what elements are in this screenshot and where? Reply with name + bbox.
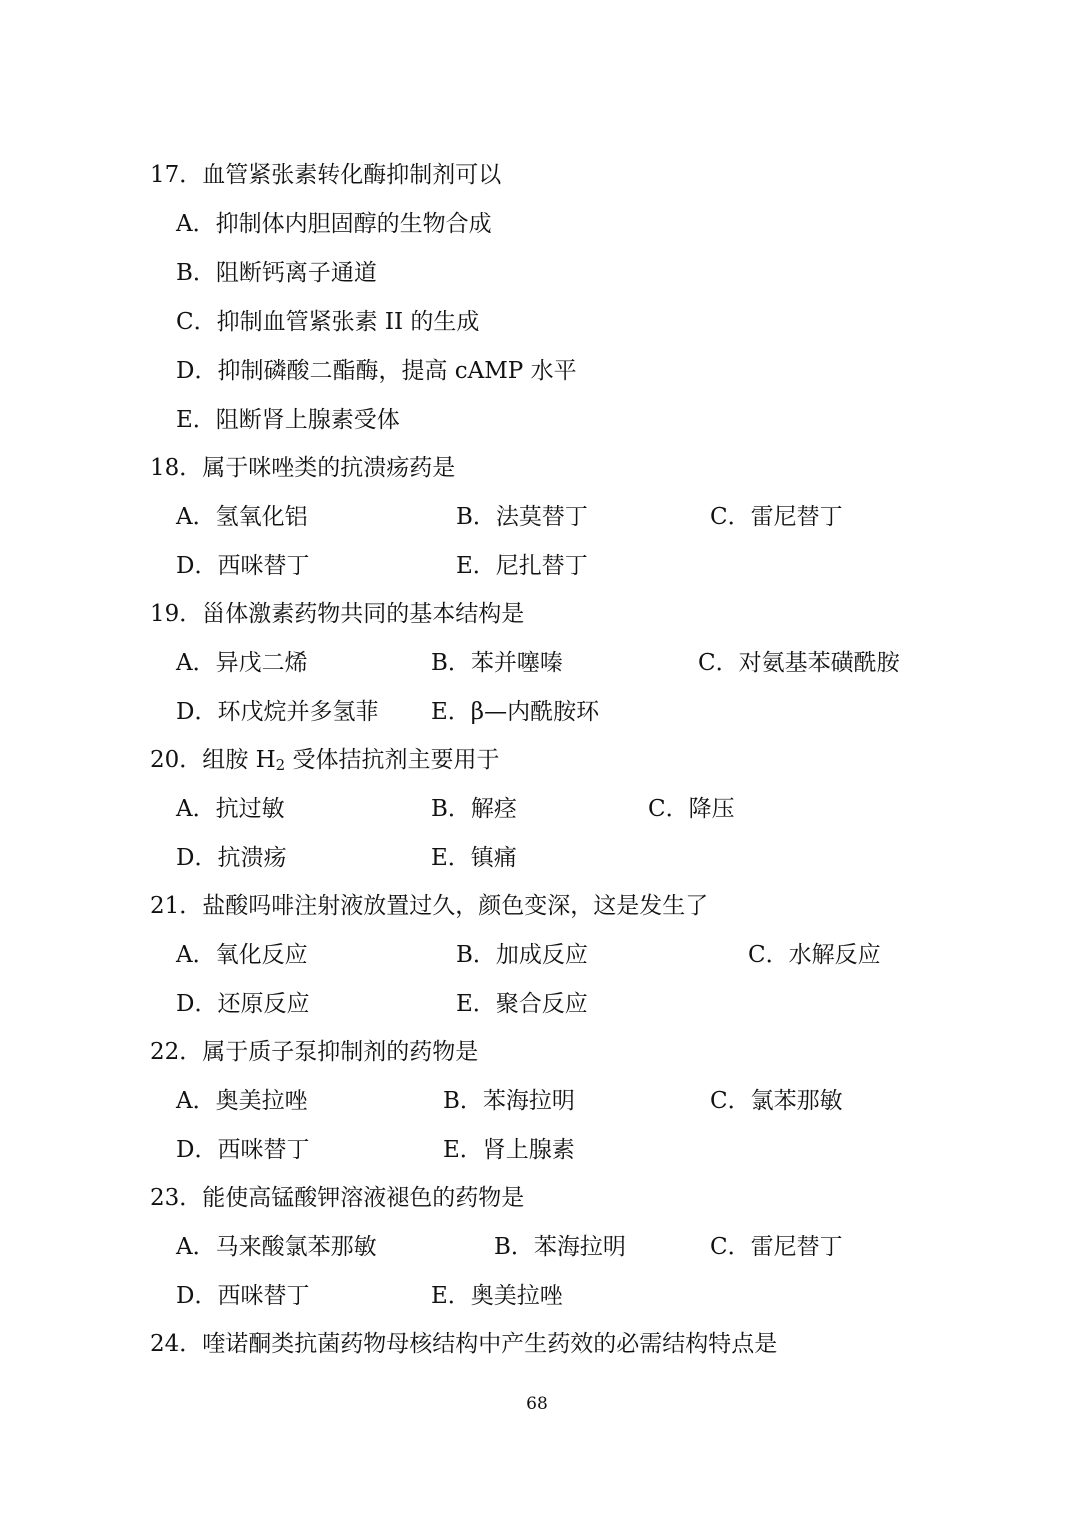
question-20-option-d: D．抗溃疡 [176, 845, 287, 871]
question-20-option-e: E．镇痛 [431, 845, 517, 871]
question-20-option-b: B．解痉 [431, 796, 517, 822]
question-20-options-row-2 [0, 840, 1074, 876]
question-23-option-e: E．奥美拉唑 [431, 1283, 563, 1309]
question-20-option-c: C．降压 [648, 796, 735, 822]
question-23-option-b: B．苯海拉明 [494, 1234, 626, 1260]
question-21-stem: 21．盐酸吗啡注射液放置过久，颜色变深，这是发生了 [150, 893, 709, 919]
question-22-option-c: C．氯苯那敏 [710, 1088, 843, 1114]
question-20-option-a: A．抗过敏 [176, 796, 285, 822]
question-23-stem: 23．能使高锰酸钾溶液褪色的药物是 [150, 1185, 525, 1211]
question-18-option-e: E．尼扎替丁 [456, 553, 588, 579]
question-18-option-d: D．西咪替丁 [176, 553, 310, 579]
question-19-option-b: B．苯并噻嗪 [431, 650, 563, 676]
question-22-options-row-1 [0, 1083, 1074, 1119]
question-21-option-c: C．水解反应 [748, 942, 881, 968]
question-19-options-row-2 [0, 694, 1074, 730]
question-17-option-d: D．抑制磷酸二酯酶，提高 cAMP 水平 [176, 358, 577, 384]
question-22-stem: 22．属于质子泵抑制剂的药物是 [150, 1039, 479, 1065]
question-18-option-c: C．雷尼替丁 [710, 504, 843, 530]
question-21-option-a: A．氧化反应 [176, 942, 308, 968]
question-23-options-row-1 [0, 1229, 1074, 1265]
question-23-option-d: D．西咪替丁 [176, 1283, 310, 1309]
question-19-option-a: A．异戊二烯 [176, 650, 308, 676]
question-17-option-c: C．抑制血管紧张素 II 的生成 [176, 309, 480, 335]
question-19-option-c: C．对氨基苯磺酰胺 [698, 650, 900, 676]
question-19-option-e: E．β—内酰胺环 [431, 699, 600, 725]
question-22-option-e: E．肾上腺素 [443, 1137, 575, 1163]
question-18-options-row-1 [0, 499, 1074, 535]
question-18-stem: 18．属于咪唑类的抗溃疡药是 [150, 455, 456, 481]
question-19-options-row-1 [0, 645, 1074, 681]
question-18-options-row-2 [0, 548, 1074, 584]
question-22-option-d: D．西咪替丁 [176, 1137, 310, 1163]
question-18-option-a: A．氢氧化铝 [176, 504, 308, 530]
question-22-option-a: A．奥美拉唑 [176, 1088, 308, 1114]
question-22-option-b: B．苯海拉明 [443, 1088, 575, 1114]
question-20-stem-prefix: 20．组胺 H [150, 747, 276, 773]
question-24-stem: 24．喹诺酮类抗菌药物母核结构中产生药效的必需结构特点是 [150, 1331, 778, 1357]
question-23-option-c: C．雷尼替丁 [710, 1234, 843, 1260]
question-21-options-row-1 [0, 937, 1074, 973]
question-17-option-a: A．抑制体内胆固醇的生物合成 [176, 211, 492, 237]
question-21-option-b: B．加成反应 [456, 942, 588, 968]
question-20-stem-suffix: 受体拮抗剂主要用于 [285, 747, 500, 773]
question-17-option-e: E．阻断肾上腺素受体 [176, 407, 400, 433]
question-21-option-d: D．还原反应 [176, 991, 310, 1017]
question-19-stem: 19．甾体激素药物共同的基本结构是 [150, 601, 525, 627]
question-23-option-a: A．马来酸氯苯那敏 [176, 1234, 377, 1260]
question-22-options-row-2 [0, 1132, 1074, 1168]
question-19-option-d: D．环戊烷并多氢菲 [176, 699, 379, 725]
question-20-stem [150, 742, 500, 778]
question-17-option-b: B．阻断钙离子通道 [176, 260, 377, 286]
question-21-options-row-2 [0, 986, 1074, 1022]
question-20-stem-subscript: 2 [275, 756, 286, 774]
question-18-option-b: B．法莫替丁 [456, 504, 588, 530]
question-23-options-row-2 [0, 1278, 1074, 1314]
question-21-option-e: E．聚合反应 [456, 991, 588, 1017]
question-20-options-row-1 [0, 791, 1074, 827]
question-17-stem: 17．血管紧张素转化酶抑制剂可以 [150, 162, 502, 188]
page-number: 68 [526, 1394, 548, 1414]
